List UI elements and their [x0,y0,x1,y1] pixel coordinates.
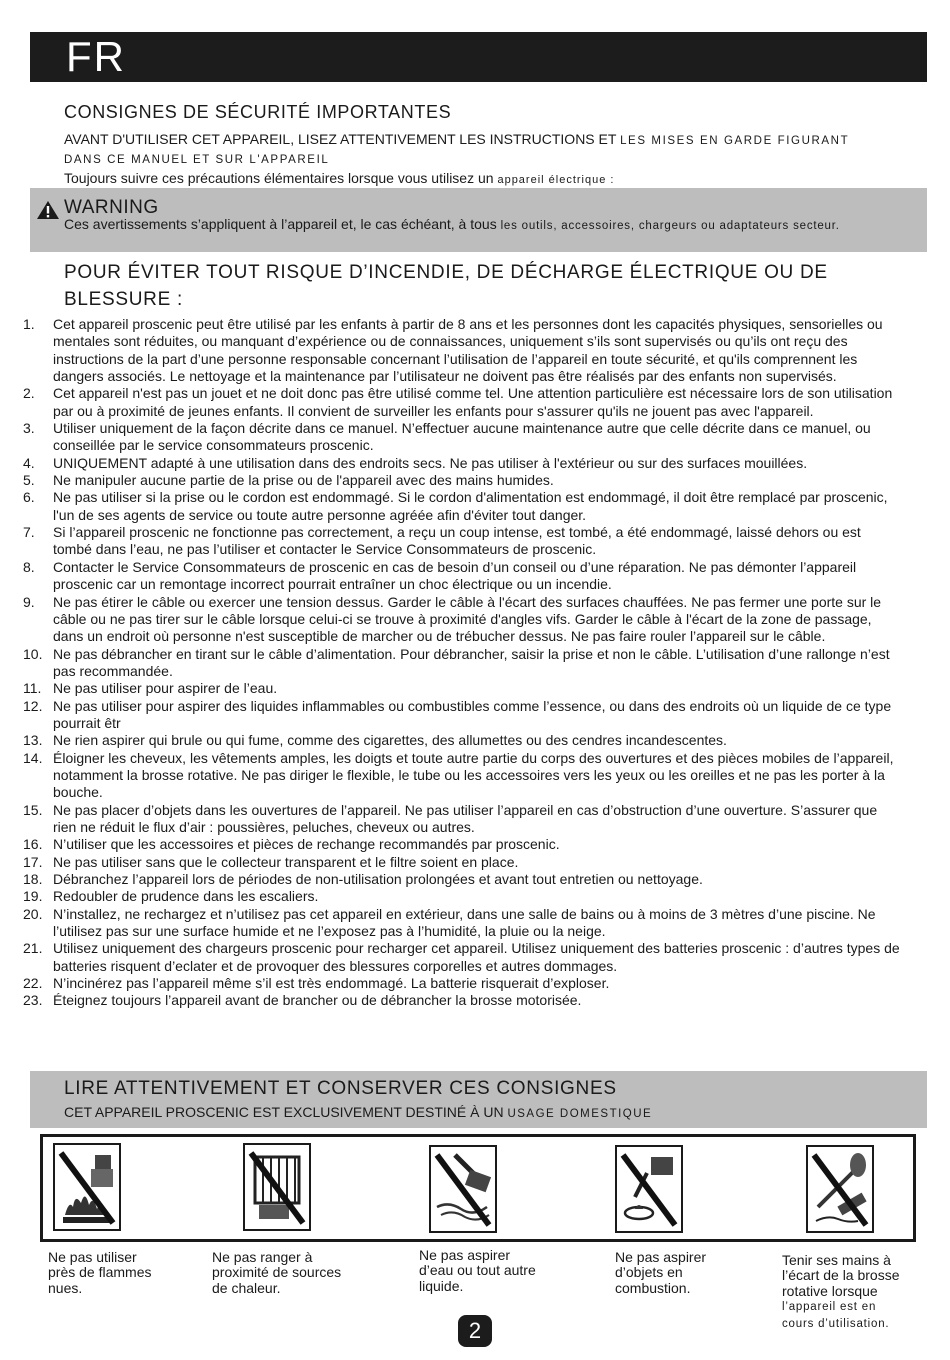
caption-line: combustion. [615,1280,691,1296]
item-text: Ne rien aspirer qui brule ou qui fume, comme des cigarettes, des allumettes ou des cendres incandescentes. [53,732,727,749]
list-item [23,888,903,905]
item-number: 21. [23,940,43,957]
item-text: Ne pas placer d’objets dans les ouvertures de l’appareil. Ne pas utiliser l’appareil en cas d’obstruction d’une ouverture. S’assurer que rien ne réduit le flux d’air : poussières, peluches, cheveux ou autres. [53,801,878,835]
list-item [23,489,903,524]
list-item [23,750,903,802]
no-burning-objects-icon [615,1145,683,1233]
item-text: Ne manipuler aucune partie de la prise ou de l'appareil avec des mains humides. [53,472,554,489]
picto-caption-flames [48,1250,151,1296]
item-number: 3. [23,420,35,437]
item-text: Ne pas utiliser sans que le collecteur transparent et le filtre soient en place. [53,853,519,870]
list-item [23,698,903,733]
conserve-sub-small: USAGE DOMESTIQUE [507,1108,653,1120]
keep-hands-away-icon [806,1145,874,1233]
language-code: FR [66,33,126,80]
language-header-bar [30,32,927,82]
safety-title: CONSIGNES DE SÉCURITÉ IMPORTANTES [64,102,452,122]
caption-line: près de flammes [48,1264,152,1280]
safety-intro [64,131,884,169]
list-item [23,472,903,489]
item-text: Ne pas étirer le câble ou exercer une tension dessus. Garder le câble à l'écart des surfaces chauffées. Ne pas fermer une porte sur le câble ou ne pas tirer sur le câble lorsque celui-ci se trouve à proximité d'angles vifs. Garder le câble à l'écart de la zone de passage, dans un endroit où personne n'est susceptible de marcher ou de trébucher dessus. Ne pas faire rouler l’appareil sur le câble. [53,593,882,645]
list-item [23,802,903,837]
list-item [23,871,903,888]
item-number: 12. [23,697,43,714]
item-number: 22. [23,975,43,992]
item-number: 15. [23,801,43,818]
item-text: Éloigner les cheveux, les vêtements amples, les doigts et toute autre partie du corps des ouvertures et des pièces mobiles de l’appareil, notamment la brosse rotative. Ne pas diriger le flexible, le tube ou les accessoires vers les yeux ou les oreilles et ne pas les porter à la bouche. [53,749,894,801]
item-text: Débranchez l’appareil lors de périodes de non-utilisation prolongées et avant tout entretien ou nettoyage. [53,871,703,887]
item-number: 18. [23,871,43,887]
no-liquid-icon [429,1145,497,1233]
caption-line: nues. [48,1280,83,1296]
item-text: Ne pas utiliser si la prise ou le cordon est endommagé. Si le cordon d'alimentation est endommagé, il doit être remplacé par proscenic, l'un de ses agents de service ou toute autre personne agréée afin d'éviter tout danger. [53,489,888,523]
page-number: 2 [458,1315,492,1347]
list-item [23,732,903,749]
item-number: 13. [23,732,43,749]
item-number: 4. [23,454,35,471]
warning-text [64,217,914,234]
picto-caption-heat [212,1250,341,1296]
conserve-sub-main: CET APPAREIL PROSCENIC EST EXCLUSIVEMENT DESTINÉ À UN [64,1104,508,1120]
item-number: 19. [23,888,43,905]
list-item [23,992,903,1009]
caption-line: rotative lorsque [782,1283,878,1299]
no-flames-icon [53,1143,121,1231]
item-number: 1. [23,316,35,332]
no-heat-icon [243,1143,311,1231]
risk-title: POUR ÉVITER TOUT RISQUE D’INCENDIE, DE DÉCHARGE ÉLECTRIQUE OU DE BLESSURE : [64,262,828,310]
caption-line: l’appareil est en [782,1301,877,1313]
list-item [23,524,903,559]
precautions-main: Toujours suivre ces précautions élémentaires lorsque vous utilisez un [64,170,498,186]
caption-line: Ne pas aspirer [615,1249,707,1265]
safety-intro-small: LES MISES EN GARDE FIGURANT DANS CE MANUEL ET SUR L'APPAREIL [64,135,850,166]
list-item [23,836,903,853]
item-number: 20. [23,905,43,922]
conserve-subtitle [64,1104,652,1120]
picto-caption-burning [615,1250,706,1296]
conserve-box [30,1071,927,1128]
warning-text-main: Ces avertissements s’appliquent à l’appareil et, le cas échéant, à tous [64,216,501,232]
caption-line: Tenir ses mains à [782,1252,891,1268]
list-item [23,975,903,992]
item-number: 16. [23,836,43,853]
item-number: 23. [23,992,43,1009]
item-number: 11. [23,680,42,697]
item-text: UNIQUEMENT adapté à une utilisation dans des endroits secs. Ne pas utiliser à l'extérieur ou sur des surfaces mouillées. [53,454,808,471]
item-text: Redoubler de prudence dans les escaliers. [53,888,319,905]
item-number: 14. [23,749,43,766]
item-number: 5. [23,472,35,489]
caption-line: Ne pas utiliser [48,1249,137,1265]
item-text: Si l’appareil proscenic ne fonctionne pas correctement, a reçu un coup intense, est tombé, a été endommagé, laissé dehors ou est tombé dans l’eau, ne pas l’utiliser et contacter le Service Consommateurs de proscenic. [53,524,861,558]
item-number: 8. [23,558,35,575]
caption-line: proximité de sources [212,1264,342,1280]
list-item [23,385,903,420]
item-text: N’utiliser que les accessoires et pièces de rechange recommandés par proscenic. [53,836,560,853]
item-text: N’installez, ne rechargez et n’utilisez pas cet appareil en extérieur, dans une salle de bains ou à moins de 3 mètres d’une piscine. Ne l’utilisez pas sur une surface humide et ne l’exposez pas à l’humidité, la pluie ou la neige. [53,905,876,940]
caption-line: Ne pas aspirer [419,1247,511,1263]
picto-caption-hands [782,1253,900,1333]
item-number: 17. [23,853,43,870]
item-text: Ne pas utiliser pour aspirer des liquides inflammables ou combustibles comme l’essence, ou dans des endroits où un liquide de ce type pourrait êtr [53,697,892,731]
item-number: 9. [23,593,35,610]
caption-line: d’objets en [615,1264,683,1280]
precautions-small: appareil électrique : [497,174,615,186]
item-text: Éteignez toujours l’appareil avant de brancher ou de débrancher la brosse motorisée. [53,992,582,1009]
warning-triangle-icon [36,200,60,220]
caption-line: d’eau ou tout autre [419,1262,536,1278]
caption-line: Ne pas ranger à [212,1249,313,1265]
item-number: 2. [23,385,35,402]
conserve-title: LIRE ATTENTIVEMENT ET CONSERVER CES CONSIGNES [64,1078,617,1099]
item-text: Utiliser uniquement de la façon décrite dans ce manuel. N’effectuer aucune maintenance autre que celle décrite dans ce manuel, ou conseillée par le service consommateurs proscenic. [53,420,871,454]
item-number: 7. [23,524,35,541]
list-item [23,594,903,646]
list-item [23,316,903,385]
list-item [23,906,903,941]
item-number: 6. [23,489,35,506]
warning-title: WARNING [64,197,159,218]
item-text: Ne pas débrancher en tirant sur le câble d’alimentation. Pour débrancher, saisir la prise et non le câble. L’utilisation d’une rallonge n’est pas recommandée. [53,645,890,679]
warning-box [30,188,927,252]
item-text: Cet appareil proscenic peut être utilisé par les enfants à partir de 8 ans et les personnes dont les capacités physiques, sensorielles ou mentales sont réduites, ou manquant d’expérience ou de connaissances, uniquement s’ils sont supervisés ou qu’ils ont reçu des instructions de la part d’une personne responsable concernant l’utilisation de l’appareil en toute sécurité, et qu'ils comprennent les dangers associés. Le nettoyage et la maintenance par l’utilisateur ne doivent pas être réalisés par des enfants non supervisés. [53,316,883,385]
instructions-list [23,316,903,1010]
picto-caption-liquid [419,1248,536,1294]
caption-line: l’écart de la brosse [782,1267,900,1283]
item-text: Ne pas utiliser pour aspirer de l’eau. [53,680,278,697]
list-item [23,559,903,594]
safety-intro-main: AVANT D'UTILISER CET APPAREIL, LISEZ ATTENTIVEMENT LES INSTRUCTIONS ET [64,131,621,147]
item-text: Utilisez uniquement des chargeurs proscenic pour recharger cet appareil. Utilisez uniquement des batteries proscenic : d’autres types de batteries risquent d’eclater et de provoquer des blessures corporelles et autres dommages. [53,940,900,974]
list-item [23,420,903,455]
item-text: Contacter le Service Consommateurs de proscenic en cas de besoin d’un conseil ou d’une réparation. Ne pas démonter l’appareil proscenic car un remontage incorrect pourrait entraîner un choc électrique ou un incendie. [53,558,857,593]
list-item [23,680,903,697]
caption-line: de chaleur. [212,1280,281,1296]
safety-intro-precautions [64,170,614,186]
list-item [23,854,903,871]
caption-line: cours d’utilisation. [782,1318,890,1330]
item-text: Cet appareil n'est pas un jouet et ne doit donc pas être utilisé comme tel. Une attention particulière est nécessaire lors de son utilisation par ou à proximité de jeunes enfants. Il convient de surveiller les enfants pour s'assurer qu'ils ne jouent pas avec l'appareil. [53,385,893,419]
list-item [23,646,903,681]
list-item [23,940,903,975]
item-text: N’incinérez pas l’appareil même s’il est très endommagé. La batterie risquerait d’exploser. [53,975,610,992]
caption-line: liquide. [419,1278,464,1294]
list-item [23,455,903,472]
item-number: 10. [23,645,43,662]
warning-text-small: les outils, accessoires, chargeurs ou adaptateurs secteur. [500,220,840,232]
